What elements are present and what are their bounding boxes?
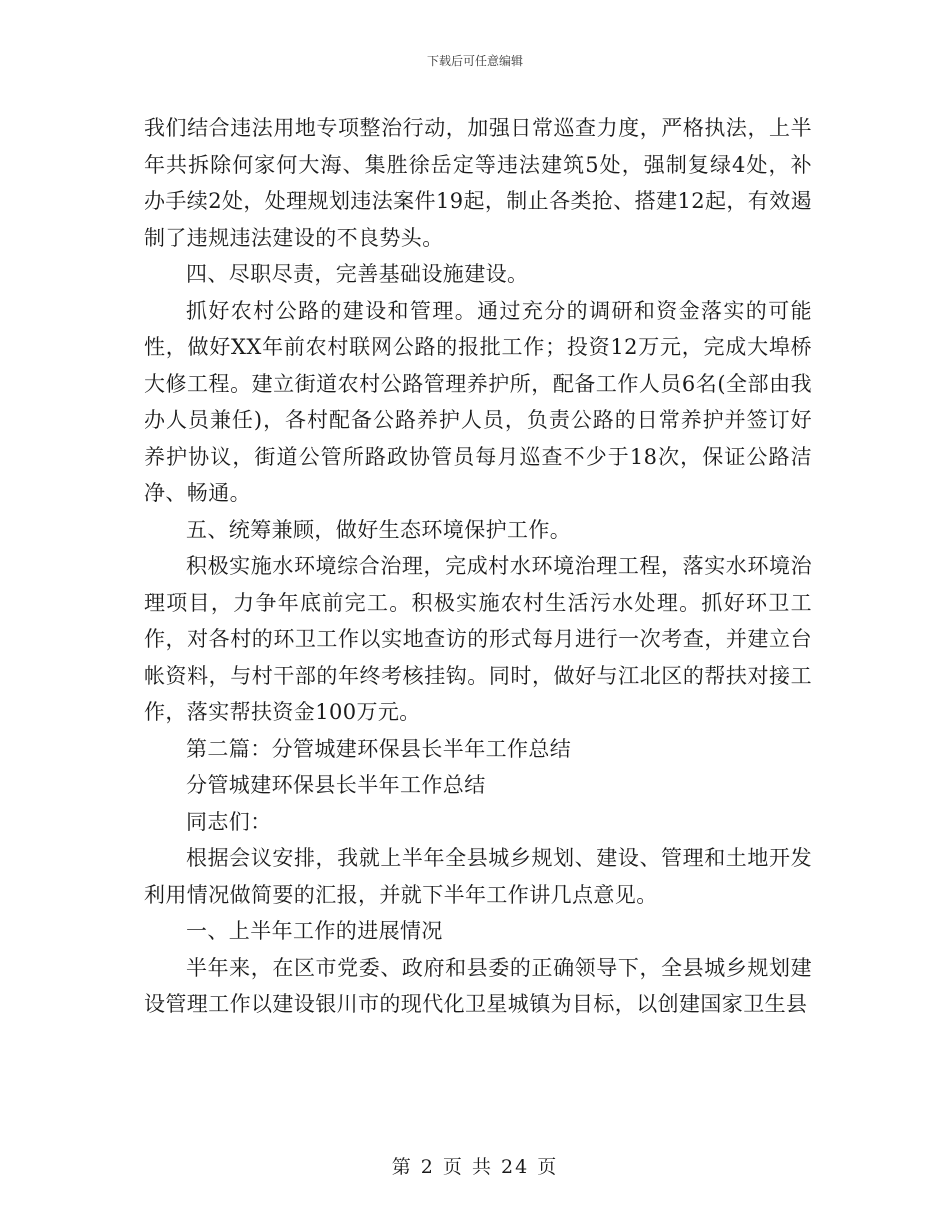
page-header: 下载后可任意编辑 [426, 54, 523, 68]
paragraph-3: 抓好农村公路的建设和管理。通过充分的调研和资金落实的可能性，做好XX年前农村联网公路的报批工作；投资12万元，完成大埠桥大修工程。建立街道农村公路管理养护所，配备工作人员6名(全部由我办人员兼任)，各村配备公路养护人员，负责公路的日常养护并签订好养护协议，街道公管所路政协管员每月巡查不少于18次，保证公路洁净、畅通。 [144, 298, 812, 505]
paragraph-6: 第二篇：分管城建环保县长半年工作总结 [186, 736, 572, 761]
footer-middle: 页 共 [442, 1156, 493, 1178]
paragraph-5: 积极实施水环境综合治理，完成村水环境治理工程，落实水环境治理项目，力争年底前完工。积极实施农村生活污水处理。抓好环卫工作，对各村的环卫工作以实地查访的形式每月进行一次考查，并建立台帐资料，与村干部的年终考核挂钩。同时，做好与江北区的帮扶对接工作，落实帮扶资金100万元。 [144, 554, 812, 724]
paragraph-7: 分管城建环保县长半年工作总结 [186, 773, 486, 797]
paragraph-9: 根据会议安排，我就上半年全县城乡规划、建设、管理和土地开发利用情况做简要的汇报，并就下半年工作讲几点意见。 [144, 846, 812, 907]
paragraph-11: 半年来，在区市党委、政府和县委的正确领导下，全县城乡规划建设管理工作以建设银川市的现代化卫星城镇为目标，以创建国家卫生县 [144, 955, 812, 1016]
footer-suffix: 页 [537, 1156, 559, 1178]
footer-prefix: 第 [391, 1156, 413, 1178]
paragraph-4: 五、统筹兼顾，做好生态环境保护工作。 [186, 517, 572, 542]
footer-page-number: 2 [420, 1156, 435, 1178]
paragraph-1: 我们结合违法用地专项整治行动，加强日常巡查力度，严格执法，上半年共拆除何家何大海、集胜徐岳定等违法建筑5处，强制复绿4处，补办手续2处，处理规划违法案件19起，制止各类抢、搭建12起，有效遏制了违规违法建设的不良势头。 [144, 116, 813, 250]
document-body [144, 110, 812, 1023]
paragraph-2: 四、尽职尽责，完善基础设施建设。 [186, 262, 529, 286]
footer-total-pages: 24 [501, 1156, 530, 1178]
paragraph-10: 一、上半年工作的进展情况 [186, 919, 443, 943]
paragraph-8: 同志们： [186, 809, 272, 834]
page-footer [0, 1152, 950, 1179]
